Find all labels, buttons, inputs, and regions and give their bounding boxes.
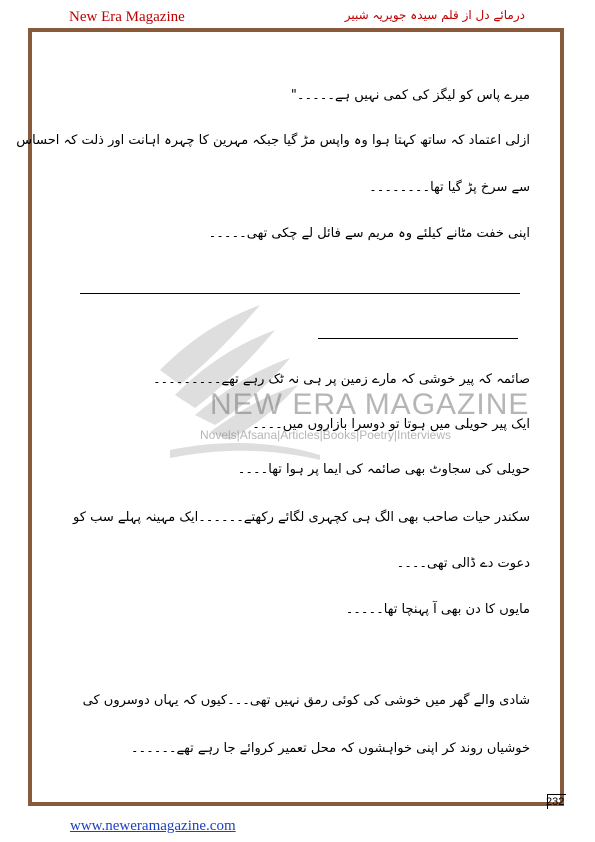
paragraph-line-10: مایوں کا دن بھی آ پہنچا تھا۔۔۔۔۔ (345, 602, 530, 617)
watermark-title: NEW ERA MAGAZINE (210, 388, 530, 421)
website-link[interactable]: www.neweramagazine.com (70, 818, 236, 834)
paragraph-line-12: خوشیاں روند کر اپنی خواہشوں کہ محل تعمیر کروائے جا رہے تھے۔۔۔۔۔۔ (130, 741, 530, 756)
paragraph-line-5: صائمہ کہ پیر خوشی کہ مارے زمین پر ہی نہ ٹک رہے تھے۔۔۔۔۔۔۔۔۔ (152, 372, 530, 387)
story-title-header: درمائے دل از قلم سیدہ جویریہ شبیر (344, 8, 525, 22)
paragraph-line-1: میرے پاس کو لیگز کی کمی نہیں ہے۔۔۔۔۔" (290, 88, 530, 103)
paragraph-line-11: شادی والے گھر میں خوشی کی کوئی رمق نہیں تھی۔۔۔کیوں کہ یہاں دوسروں کی (82, 693, 530, 708)
paragraph-line-4: اپنی خفت مٹانے کیلئے وہ مریم سے فائل لے چکی تھی۔۔۔۔۔ (208, 226, 530, 241)
paragraph-line-9: دعوت دے ڈالی تھی۔۔۔۔ (396, 556, 530, 571)
magazine-name-header: New Era Magazine (69, 9, 185, 25)
watermark-subtitle: Novels|Afsana|Articles|Books|Poetry|Interviews (200, 428, 452, 442)
paragraph-line-8: سکندر حیات صاحب بھی الگ ہی کچہری لگائے رکھتے۔۔۔۔۔۔ایک مہینہ پہلے سب کو (73, 510, 530, 525)
page-number: 232 (546, 796, 565, 808)
section-divider-short (318, 338, 518, 339)
paragraph-line-3: سے سرخ پڑ گیا تھا۔۔۔۔۔۔۔۔ (369, 180, 530, 195)
paragraph-line-2: ازلی اعتماد کہ ساتھ کہتا ہوا وہ واپس مڑ گیا جبکہ مہرین کا چہرہ اہانت اور ذلت کہ احساس (16, 133, 530, 148)
paragraph-line-7: حویلی کی سجاوٹ بھی صائمہ کی ایما پر ہوا تھا۔۔۔۔ (237, 462, 530, 477)
section-divider-long (80, 293, 520, 294)
paragraph-line-6: ایک پیر حویلی میں ہوتا تو دوسرا بازاروں میں۔۔۔۔ (252, 417, 530, 432)
